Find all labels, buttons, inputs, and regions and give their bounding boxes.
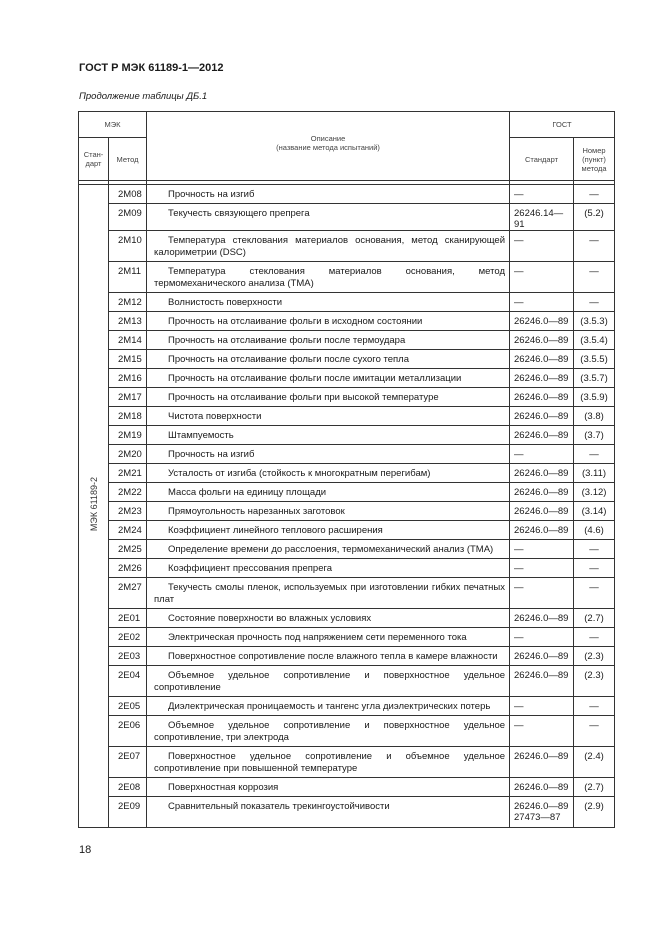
method-cell: 2M09 [109, 204, 147, 231]
table-row [79, 464, 615, 483]
table-row [79, 521, 615, 540]
description-cell: Штампуемость [147, 426, 510, 445]
table-row [79, 262, 615, 293]
description-cell: Температура стеклования материалов основания, метод термомеханического анализа (TMA) [147, 262, 510, 293]
description-cell: Прочность на отслаивание фольги после имитации металлизации [147, 369, 510, 388]
gost-standard-cell: — [510, 262, 574, 293]
description-cell: Поверхностное сопротивление после влажного тепла в камере влажности [147, 647, 510, 666]
method-cell: 2M08 [109, 185, 147, 204]
gost-item-cell: — [574, 231, 615, 262]
method-cell: 2M27 [109, 578, 147, 609]
method-cell: 2M11 [109, 262, 147, 293]
table-row [79, 502, 615, 521]
method-cell: 2M18 [109, 407, 147, 426]
table-row [79, 666, 615, 697]
gost-standard-cell: 26246.0—89 [510, 331, 574, 350]
gost-item-cell: (5.2) [574, 204, 615, 231]
description-cell: Текучесть смолы пленок, используемых при изготовлении гибких печатных плат [147, 578, 510, 609]
description-header: Описание (название метода испытаний) [147, 112, 510, 181]
method-cell: 2M23 [109, 502, 147, 521]
table-row [79, 697, 615, 716]
method-cell: 2M13 [109, 312, 147, 331]
gost-item-cell: (3.14) [574, 502, 615, 521]
gost-standard-cell: 26246.0—89 [510, 609, 574, 628]
group-label: МЭК 61189-2 [88, 477, 99, 532]
gost-standard-cell: — [510, 628, 574, 647]
table-row [79, 628, 615, 647]
description-cell: Усталость от изгиба (стойкость к многократным перегибам) [147, 464, 510, 483]
gost-standard-cell: 26246.0—89 [510, 521, 574, 540]
gost-item-cell: — [574, 262, 615, 293]
method-cell: 2M20 [109, 445, 147, 464]
table-row [79, 204, 615, 231]
gost-standard-cell: — [510, 445, 574, 464]
group-label-cell [79, 185, 109, 828]
gost-standard-cell: 26246.0—89 [510, 483, 574, 502]
standards-table [78, 111, 615, 828]
table-row [79, 369, 615, 388]
description-cell: Прочность на отслаивание фольги после сухого тепла [147, 350, 510, 369]
description-cell: Коэффициент линейного теплового расширения [147, 521, 510, 540]
method-cell: 2E08 [109, 778, 147, 797]
method-cell: 2E05 [109, 697, 147, 716]
method-cell: 2M21 [109, 464, 147, 483]
description-cell: Волнистость поверхности [147, 293, 510, 312]
gost-standard-cell: 26246.0—89 [510, 426, 574, 445]
gost-item-cell: (3.8) [574, 407, 615, 426]
gost-standard-col-header: Стандарт [510, 138, 574, 181]
method-cell: 2E02 [109, 628, 147, 647]
description-cell: Прочность на изгиб [147, 185, 510, 204]
gost-standard-cell: — [510, 716, 574, 747]
method-cell: 2M25 [109, 540, 147, 559]
table-row [79, 350, 615, 369]
gost-standard-cell: — [510, 185, 574, 204]
table-caption: Продолжение таблицы ДБ.1 [79, 91, 208, 102]
method-cell: 2M15 [109, 350, 147, 369]
table-row [79, 540, 615, 559]
method-cell: 2M10 [109, 231, 147, 262]
gost-standard-cell: 26246.0—89 [510, 666, 574, 697]
description-cell: Прямоугольность нарезанных заготовок [147, 502, 510, 521]
gost-item-cell: — [574, 628, 615, 647]
method-cell: 2E07 [109, 747, 147, 778]
table-row [79, 559, 615, 578]
gost-standard-cell: — [510, 697, 574, 716]
gost-item-cell: — [574, 185, 615, 204]
method-cell: 2M22 [109, 483, 147, 502]
gost-item-cell: (3.5.3) [574, 312, 615, 331]
description-cell: Коэффициент прессования препрега [147, 559, 510, 578]
gost-standard-cell: 26246.0—89 [510, 312, 574, 331]
gost-item-cell: (2.4) [574, 747, 615, 778]
gost-standard-cell: 26246.0—89 [510, 502, 574, 521]
gost-standard-cell: 26246.14—91 [510, 204, 574, 231]
method-cell: 2M19 [109, 426, 147, 445]
description-cell: Поверхностная коррозия [147, 778, 510, 797]
gost-standard-cell: 26246.0—89 [510, 350, 574, 369]
table-row [79, 312, 615, 331]
gost-standard-cell: 26246.0—89 [510, 388, 574, 407]
description-cell: Прочность на изгиб [147, 445, 510, 464]
gost-item-cell: (2.3) [574, 647, 615, 666]
gost-item-cell: — [574, 578, 615, 609]
description-cell: Сравнительный показатель трекингоустойчивости [147, 797, 510, 828]
description-cell: Объемное удельное сопротивление и поверхностное удельное сопротивление, три электрода [147, 716, 510, 747]
method-cell: 2M26 [109, 559, 147, 578]
table-row [79, 293, 615, 312]
description-cell: Масса фольги на единицу площади [147, 483, 510, 502]
gost-item-cell: — [574, 445, 615, 464]
gost-item-cell: (3.5.5) [574, 350, 615, 369]
gost-item-cell: — [574, 716, 615, 747]
gost-standard-cell: — [510, 540, 574, 559]
gost-item-cell: — [574, 559, 615, 578]
iec-group-header: МЭК [79, 112, 147, 138]
gost-item-cell: — [574, 293, 615, 312]
method-cell: 2E04 [109, 666, 147, 697]
method-cell: 2M14 [109, 331, 147, 350]
gost-item-cell: (3.5.9) [574, 388, 615, 407]
description-cell: Прочность на отслаивание фольги в исходном состоянии [147, 312, 510, 331]
description-cell: Чистота поверхности [147, 407, 510, 426]
method-cell: 2M17 [109, 388, 147, 407]
standard-col-header: Стан- дарт [79, 138, 109, 181]
gost-item-col-header: Номер (пункт) метода [574, 138, 615, 181]
method-cell: 2M24 [109, 521, 147, 540]
gost-standard-cell: — [510, 578, 574, 609]
method-cell: 2E03 [109, 647, 147, 666]
description-cell: Электрическая прочность под напряжением сети переменного тока [147, 628, 510, 647]
method-cell: 2M12 [109, 293, 147, 312]
gost-item-cell: (4.6) [574, 521, 615, 540]
table-row [79, 647, 615, 666]
table-row [79, 483, 615, 502]
gost-standard-cell: 26246.0—89 [510, 647, 574, 666]
table-row [79, 578, 615, 609]
table-row [79, 609, 615, 628]
gost-standard-cell: 26246.0—89 [510, 778, 574, 797]
table-row [79, 231, 615, 262]
gost-standard-cell: 26246.0—89 [510, 747, 574, 778]
gost-item-cell: (3.7) [574, 426, 615, 445]
method-cell: 2M16 [109, 369, 147, 388]
table-row [79, 426, 615, 445]
description-cell: Определение времени до расслоения, термомеханический анализ (TMA) [147, 540, 510, 559]
table-row [79, 388, 615, 407]
table-row [79, 747, 615, 778]
table-row [79, 331, 615, 350]
gost-item-cell: — [574, 697, 615, 716]
table-row [79, 716, 615, 747]
description-cell: Температура стеклования материалов основания, метод сканирующей калориметрии (DSC) [147, 231, 510, 262]
gost-item-cell: — [574, 540, 615, 559]
gost-standard-cell: — [510, 293, 574, 312]
gost-standard-cell: 26246.0—89 [510, 369, 574, 388]
table-row [79, 185, 615, 204]
description-cell: Объемное удельное сопротивление и поверхностное удельное сопротивление [147, 666, 510, 697]
gost-item-cell: (2.7) [574, 778, 615, 797]
gost-item-cell: (3.11) [574, 464, 615, 483]
gost-standard-cell: 26246.0—89 [510, 464, 574, 483]
gost-standard-cell: 26246.0—89 27473—87 [510, 797, 574, 828]
gost-item-cell: (2.7) [574, 609, 615, 628]
gost-item-cell: (2.3) [574, 666, 615, 697]
gost-standard-cell: — [510, 231, 574, 262]
gost-group-header: ГОСТ [510, 112, 615, 138]
gost-item-cell: (3.12) [574, 483, 615, 502]
method-cell: 2E01 [109, 609, 147, 628]
description-cell: Диэлектрическая проницаемость и тангенс угла диэлектрических потерь [147, 697, 510, 716]
document-code: ГОСТ Р МЭК 61189-1—2012 [79, 62, 224, 74]
gost-standard-cell: 26246.0—89 [510, 407, 574, 426]
table-row [79, 407, 615, 426]
description-cell: Прочность на отслаивание фольги после термоудара [147, 331, 510, 350]
method-cell: 2E09 [109, 797, 147, 828]
gost-standard-cell: — [510, 559, 574, 578]
method-cell: 2E06 [109, 716, 147, 747]
description-cell: Поверхностное удельное сопротивление и объемное удельное сопротивление при повышенной температуре [147, 747, 510, 778]
table-row [79, 797, 615, 828]
gost-item-cell: (2.9) [574, 797, 615, 828]
description-cell: Текучесть связующего препрега [147, 204, 510, 231]
description-cell: Прочность на отслаивание фольги при высокой температуре [147, 388, 510, 407]
gost-item-cell: (3.5.7) [574, 369, 615, 388]
table-row [79, 445, 615, 464]
gost-item-cell: (3.5.4) [574, 331, 615, 350]
table-row [79, 778, 615, 797]
description-cell: Состояние поверхности во влажных условиях [147, 609, 510, 628]
page-number: 18 [79, 844, 92, 856]
method-col-header: Метод [109, 138, 147, 181]
